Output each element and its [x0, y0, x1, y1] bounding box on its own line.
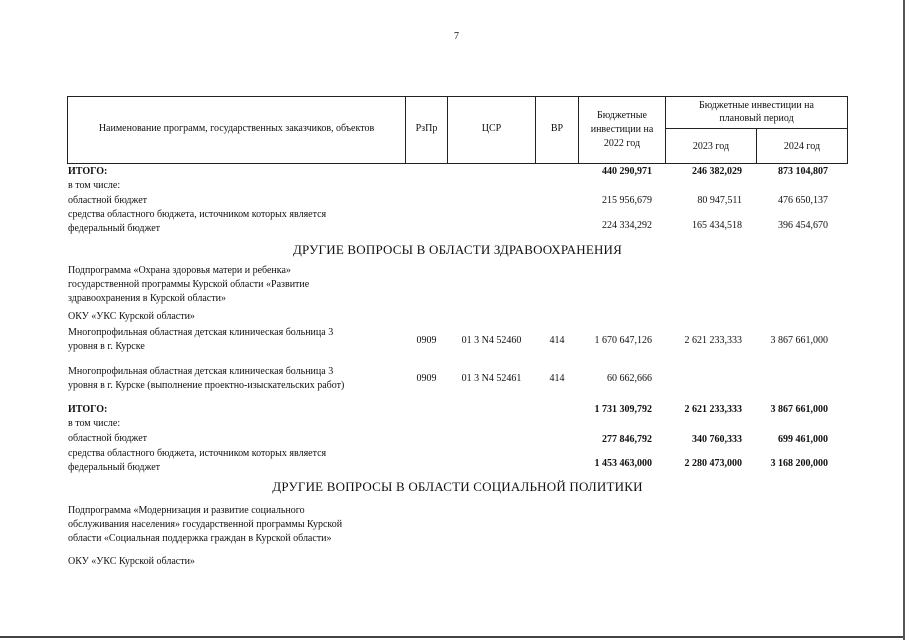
total-label: ИТОГО:	[68, 404, 108, 415]
object-name-line1: Многопрофильная областная детская клиническая больница 3	[68, 366, 334, 377]
subprogram-line1: Подпрограмма «Охрана здоровья матери и ребенка»	[68, 265, 291, 276]
regional-budget-label: областной бюджет	[68, 195, 148, 206]
object-2023: 2 621 233,333	[684, 335, 742, 346]
regional-budget-2023: 340 760,333	[692, 434, 742, 445]
subprogram-line2: государственной программы Курской области «Развитие	[68, 279, 310, 290]
object-csr: 01 3 N4 52460	[461, 335, 522, 346]
regional-budget-label: областной бюджет	[68, 433, 148, 444]
col-header-name: Наименование программ, государственных заказчиков, объектов	[98, 123, 375, 134]
federal-source-label-line1: средства областного бюджета, источником которых является	[68, 448, 327, 459]
object-csr: 01 3 N4 52461	[461, 373, 522, 384]
total-2022: 1 731 309,792	[594, 404, 652, 415]
col-header-plan-line1: Бюджетные инвестиции на	[699, 100, 814, 111]
regional-budget-2023: 80 947,511	[697, 195, 742, 206]
col-header-2022-line1: Бюджетные	[597, 110, 647, 121]
federal-source-label-line1: средства областного бюджета, источником которых является	[68, 209, 327, 220]
federal-source-2023: 2 280 473,000	[684, 458, 742, 469]
subprogram-line2: обслуживания населения» государственной программы Курской	[68, 519, 343, 530]
object-rzpr: 0909	[416, 335, 437, 346]
col-header-plan-line2: плановый период	[719, 113, 794, 124]
subprogram-line3: области «Социальная поддержка граждан в Курской области»	[68, 533, 332, 544]
including-label: в том числе:	[68, 418, 121, 429]
total-2022: 440 290,971	[602, 166, 652, 177]
federal-source-2022: 224 334,292	[602, 220, 652, 231]
object-name-line2: уровня в г. Курске	[68, 341, 145, 352]
object-name-line2: уровня в г. Курске (выполнение проектно-изыскательских работ)	[68, 380, 345, 391]
section-title-social-policy: ДРУГИЕ ВОПРОСЫ В ОБЛАСТИ СОЦИАЛЬНОЙ ПОЛИТИКИ	[272, 479, 643, 494]
col-header-csr: ЦСР	[481, 123, 502, 134]
total-label: ИТОГО:	[68, 166, 108, 177]
col-header-2022-line2: инвестиции на	[590, 124, 654, 135]
col-header-rzpr: РзПр	[415, 123, 438, 134]
regional-budget-2022: 215 956,679	[602, 195, 652, 206]
federal-source-2023: 165 434,518	[692, 220, 742, 231]
state-customer: ОКУ «УКС Курской области»	[68, 556, 195, 567]
page-number: 7	[454, 31, 459, 42]
total-2024: 873 104,807	[778, 166, 828, 177]
federal-source-2022: 1 453 463,000	[594, 458, 652, 469]
col-header-2023: 2023 год	[692, 141, 730, 152]
federal-source-label-line2: федеральный бюджет	[68, 462, 161, 473]
scan-edge-bottom	[0, 636, 905, 638]
federal-source-2024: 3 168 200,000	[770, 458, 828, 469]
col-header-vr: ВР	[550, 123, 564, 134]
object-2022: 60 662,666	[607, 373, 652, 384]
total-2024: 3 867 661,000	[770, 404, 828, 415]
total-2023: 2 621 233,333	[684, 404, 742, 415]
object-vr: 414	[549, 335, 565, 346]
col-header-2024: 2024 год	[783, 141, 821, 152]
object-rzpr: 0909	[416, 373, 437, 384]
object-vr: 414	[549, 373, 565, 384]
object-name-line1: Многопрофильная областная детская клиническая больница 3	[68, 327, 334, 338]
regional-budget-2022: 277 846,792	[602, 434, 652, 445]
state-customer: ОКУ «УКС Курской области»	[68, 311, 195, 322]
regional-budget-2024: 476 650,137	[778, 195, 828, 206]
including-label: в том числе:	[68, 180, 121, 191]
col-header-2022-line3: 2022 год	[603, 138, 641, 149]
subprogram-line1: Подпрограмма «Модернизация и развитие социального	[68, 505, 305, 516]
regional-budget-2024: 699 461,000	[778, 434, 828, 445]
federal-source-label-line2: федеральный бюджет	[68, 223, 161, 234]
subprogram-line3: здравоохранения в Курской области»	[68, 293, 226, 304]
federal-source-2024: 396 454,670	[778, 220, 828, 231]
section-title-healthcare: ДРУГИЕ ВОПРОСЫ В ОБЛАСТИ ЗДРАВООХРАНЕНИЯ	[292, 242, 623, 257]
total-2023: 246 382,029	[692, 166, 742, 177]
object-2022: 1 670 647,126	[594, 335, 652, 346]
object-2024: 3 867 661,000	[770, 335, 828, 346]
